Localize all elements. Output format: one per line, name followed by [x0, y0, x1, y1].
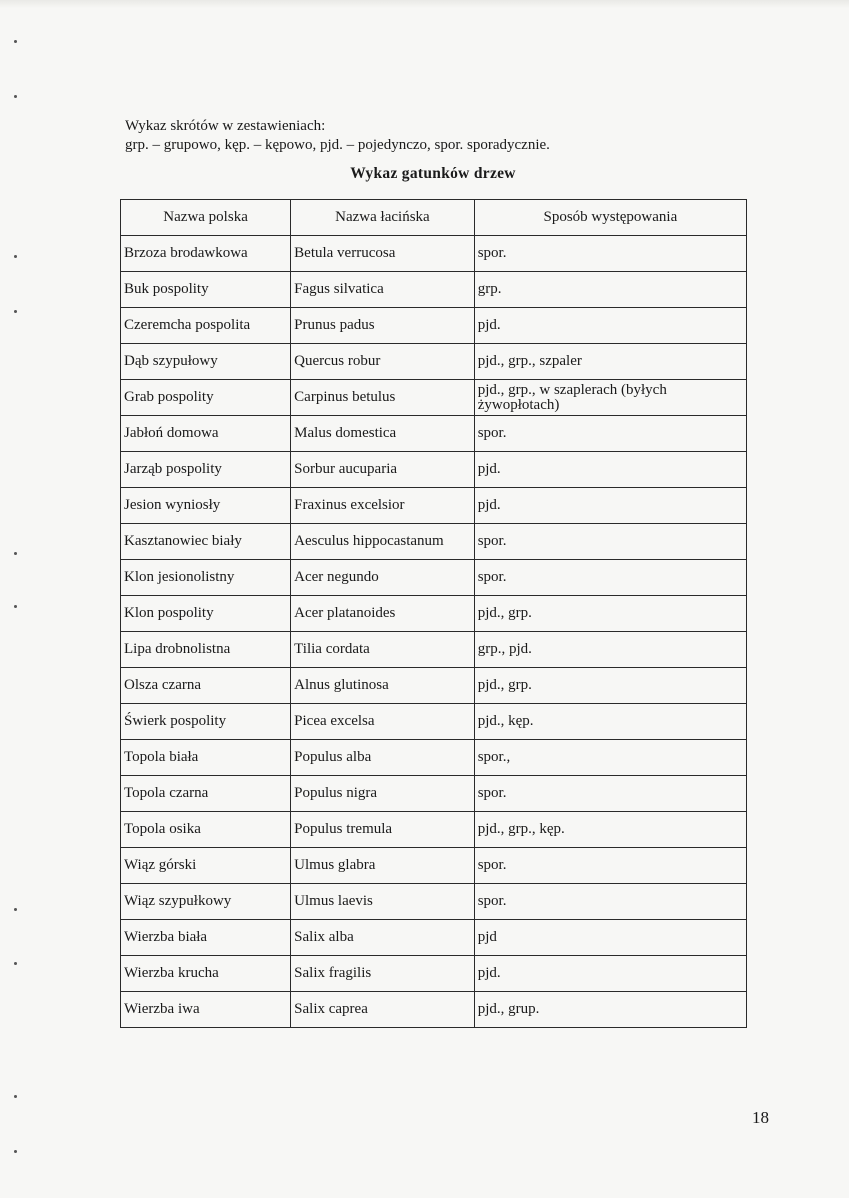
table-header-row [121, 200, 747, 236]
cell-polish-name: Wierzba iwa [121, 992, 291, 1028]
cell-polish-name: Buk pospolity [121, 272, 291, 308]
cell-occurrence: spor. [474, 884, 746, 920]
cell-polish-name: Czeremcha pospolita [121, 308, 291, 344]
cell-latin-name: Malus domestica [291, 416, 475, 452]
abbreviations-heading: Wykaz skrótów w zestawieniach: [125, 118, 326, 134]
table-row [121, 740, 747, 776]
table-row [121, 992, 747, 1028]
table-row [121, 704, 747, 740]
scan-artifact-dot [14, 962, 17, 965]
cell-latin-name: Sorbur aucuparia [291, 452, 475, 488]
cell-latin-name: Ulmus glabra [291, 848, 475, 884]
abbreviations-legend [125, 117, 550, 155]
cell-polish-name: Klon pospolity [121, 596, 291, 632]
table-row [121, 344, 747, 380]
cell-polish-name: Świerk pospolity [121, 704, 291, 740]
cell-polish-name: Wierzba biała [121, 920, 291, 956]
table-row [121, 668, 747, 704]
table-row [121, 776, 747, 812]
table-row [121, 380, 747, 416]
scan-edge-shadow [0, 0, 849, 8]
table-body [121, 236, 747, 1028]
cell-polish-name: Wiąz górski [121, 848, 291, 884]
page-number: 18 [752, 1108, 769, 1127]
cell-latin-name: Betula verrucosa [291, 236, 475, 272]
table-row [121, 848, 747, 884]
cell-polish-name: Wiąz szypułkowy [121, 884, 291, 920]
cell-polish-name: Jabłoń domowa [121, 416, 291, 452]
table-row [121, 560, 747, 596]
scan-artifact-dot [14, 605, 17, 608]
cell-occurrence: pjd., kęp. [474, 704, 746, 740]
column-header-polish-name: Nazwa polska [121, 200, 291, 236]
cell-occurrence: grp., pjd. [474, 632, 746, 668]
column-header-occurrence: Sposób występowania [474, 200, 746, 236]
table-row [121, 920, 747, 956]
scan-artifact-dot [14, 40, 17, 43]
cell-polish-name: Topola biała [121, 740, 291, 776]
tree-species-table [120, 199, 747, 1028]
cell-polish-name: Wierzba krucha [121, 956, 291, 992]
table-row [121, 632, 747, 668]
cell-occurrence: spor. [474, 524, 746, 560]
scan-artifact-dot [14, 95, 17, 98]
cell-occurrence: pjd. [474, 956, 746, 992]
cell-latin-name: Fraxinus excelsior [291, 488, 475, 524]
scan-artifact-dot [14, 908, 17, 911]
cell-latin-name: Salix caprea [291, 992, 475, 1028]
scan-artifact-dot [14, 255, 17, 258]
cell-occurrence: pjd. [474, 308, 746, 344]
table-row [121, 884, 747, 920]
cell-occurrence: grp. [474, 272, 746, 308]
cell-latin-name: Tilia cordata [291, 632, 475, 668]
cell-latin-name: Picea excelsa [291, 704, 475, 740]
table-row [121, 452, 747, 488]
scan-artifact-dot [14, 1150, 17, 1153]
cell-occurrence: spor. [474, 560, 746, 596]
scan-artifact-dot [14, 1095, 17, 1098]
cell-occurrence: spor. [474, 848, 746, 884]
cell-polish-name: Topola czarna [121, 776, 291, 812]
cell-occurrence: spor., [474, 740, 746, 776]
cell-occurrence: pjd., grp., w szaplerach (byłych żywopłotach) [474, 380, 746, 416]
cell-latin-name: Populus tremula [291, 812, 475, 848]
table-row [121, 524, 747, 560]
abbreviations-list: grp. – grupowo, kęp. – kępowo, pjd. – pojedynczo, spor. sporadycznie. [125, 137, 550, 153]
table-row [121, 308, 747, 344]
cell-polish-name: Jarząb pospolity [121, 452, 291, 488]
cell-polish-name: Jesion wyniosły [121, 488, 291, 524]
cell-latin-name: Carpinus betulus [291, 380, 475, 416]
cell-latin-name: Prunus padus [291, 308, 475, 344]
cell-latin-name: Ulmus laevis [291, 884, 475, 920]
table-row [121, 488, 747, 524]
table-row [121, 956, 747, 992]
column-header-latin-name: Nazwa łacińska [291, 200, 475, 236]
cell-latin-name: Alnus glutinosa [291, 668, 475, 704]
cell-latin-name: Populus alba [291, 740, 475, 776]
cell-occurrence: pjd., grp., szpaler [474, 344, 746, 380]
table-row [121, 596, 747, 632]
cell-occurrence: spor. [474, 236, 746, 272]
cell-latin-name: Fagus silvatica [291, 272, 475, 308]
scan-artifact-dot [14, 310, 17, 313]
cell-occurrence: pjd., grp. [474, 668, 746, 704]
cell-latin-name: Quercus robur [291, 344, 475, 380]
cell-polish-name: Klon jesionolistny [121, 560, 291, 596]
table-row [121, 236, 747, 272]
table-row [121, 812, 747, 848]
table-row [121, 416, 747, 452]
cell-latin-name: Acer negundo [291, 560, 475, 596]
cell-occurrence: spor. [474, 776, 746, 812]
cell-occurrence: pjd. [474, 488, 746, 524]
cell-polish-name: Brzoza brodawkowa [121, 236, 291, 272]
cell-occurrence: pjd., grup. [474, 992, 746, 1028]
table-row [121, 272, 747, 308]
table-title: Wykaz gatunków drzew [350, 165, 516, 182]
cell-polish-name: Kasztanowiec biały [121, 524, 291, 560]
cell-occurrence: pjd., grp. [474, 596, 746, 632]
cell-polish-name: Topola osika [121, 812, 291, 848]
cell-occurrence: pjd. [474, 452, 746, 488]
cell-latin-name: Aesculus hippocastanum [291, 524, 475, 560]
cell-occurrence: spor. [474, 416, 746, 452]
cell-occurrence: pjd [474, 920, 746, 956]
cell-latin-name: Populus nigra [291, 776, 475, 812]
cell-polish-name: Dąb szypułowy [121, 344, 291, 380]
scan-artifact-dot [14, 552, 17, 555]
cell-polish-name: Lipa drobnolistna [121, 632, 291, 668]
cell-latin-name: Salix alba [291, 920, 475, 956]
cell-latin-name: Salix fragilis [291, 956, 475, 992]
cell-latin-name: Acer platanoides [291, 596, 475, 632]
cell-polish-name: Olsza czarna [121, 668, 291, 704]
cell-occurrence: pjd., grp., kęp. [474, 812, 746, 848]
cell-polish-name: Grab pospolity [121, 380, 291, 416]
